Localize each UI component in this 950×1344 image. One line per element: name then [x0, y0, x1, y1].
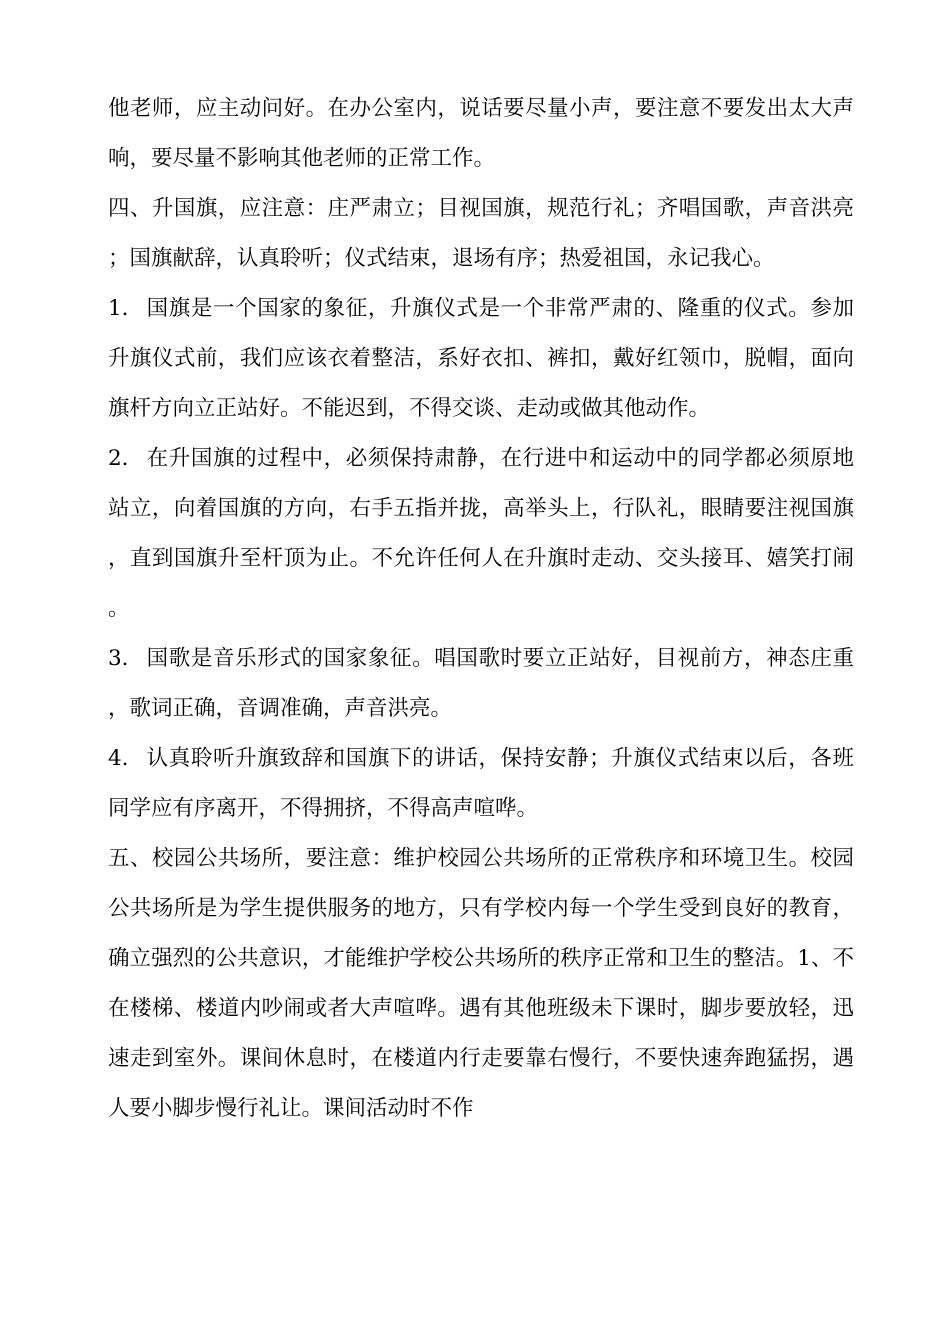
- paragraph-teacher-greeting: 他老师，应主动问好。在办公室内，说话要尽量小声，要注意不要发出太大声响，要尽量不影响其他老师的正常工作。: [108, 96, 854, 171]
- paragraph-flag-raising-rules: 四、升国旗，应注意：庄严肃立；目视国旗，规范行礼；齐唱国歌，声音洪亮；国旗献辞，认真聆听；仪式结束，退场有序；热爱祖国，永记我心。: [108, 196, 854, 271]
- list-item: [108, 284, 854, 434]
- list-item: [108, 734, 854, 834]
- list-item-text: 国旗是一个国家的象征，升旗仪式是一个非常严肃的、隆重的仪式。参加升旗仪式前，我们应该衣着整洁，系好衣扣、裤扣，戴好红领巾，脱帽，面向旗杆方向立正站好。不能迟到，不得交谈、走动或做其他动作。: [108, 296, 854, 421]
- document-page: [108, 84, 854, 1134]
- list-item-number: 1.: [108, 296, 129, 321]
- list-item-text: 国歌是音乐形式的国家象征。唱国歌时要立正站好，目视前方，神态庄重，歌词正确，音调准确，声音洪亮。: [108, 646, 854, 721]
- list-item-number: 4.: [108, 746, 129, 771]
- list-item: [108, 434, 854, 634]
- list-item-number: 3.: [108, 646, 129, 671]
- paragraph-public-spaces: 五、校园公共场所，要注意：维护校园公共场所的正常秩序和环境卫生。校园公共场所是为学生提供服务的地方，只有学校内每一个学生受到良好的教育，确立强烈的公共意识，才能维护学校公共场所的秩序正常和卫生的整洁。1、不在楼梯、楼道内吵闹或者大声喧哗。遇有其他班级未下课时，脚步要放轻，迅速走到室外。课间休息时，在楼道内行走要靠右慢行，不要快速奔跑猛拐，遇人要小脚步慢行礼让。课间活动时不作: [108, 846, 854, 1121]
- list-item-number: 2.: [108, 446, 129, 471]
- list-item-text: 认真聆听升旗致辞和国旗下的讲话，保持安静；升旗仪式结束以后，各班同学应有序离开，不得拥挤，不得高声喧哗。: [108, 746, 854, 821]
- list-item-text: 在升国旗的过程中，必须保持肃静，在行进中和运动中的同学都必须原地站立，向着国旗的方向，右手五指并拢，高举头上，行队礼，眼睛要注视国旗，直到国旗升至杆顶为止。不允许任何人在升旗时走动、交头接耳、嬉笑打闹。: [108, 446, 854, 621]
- list-item: [108, 634, 854, 734]
